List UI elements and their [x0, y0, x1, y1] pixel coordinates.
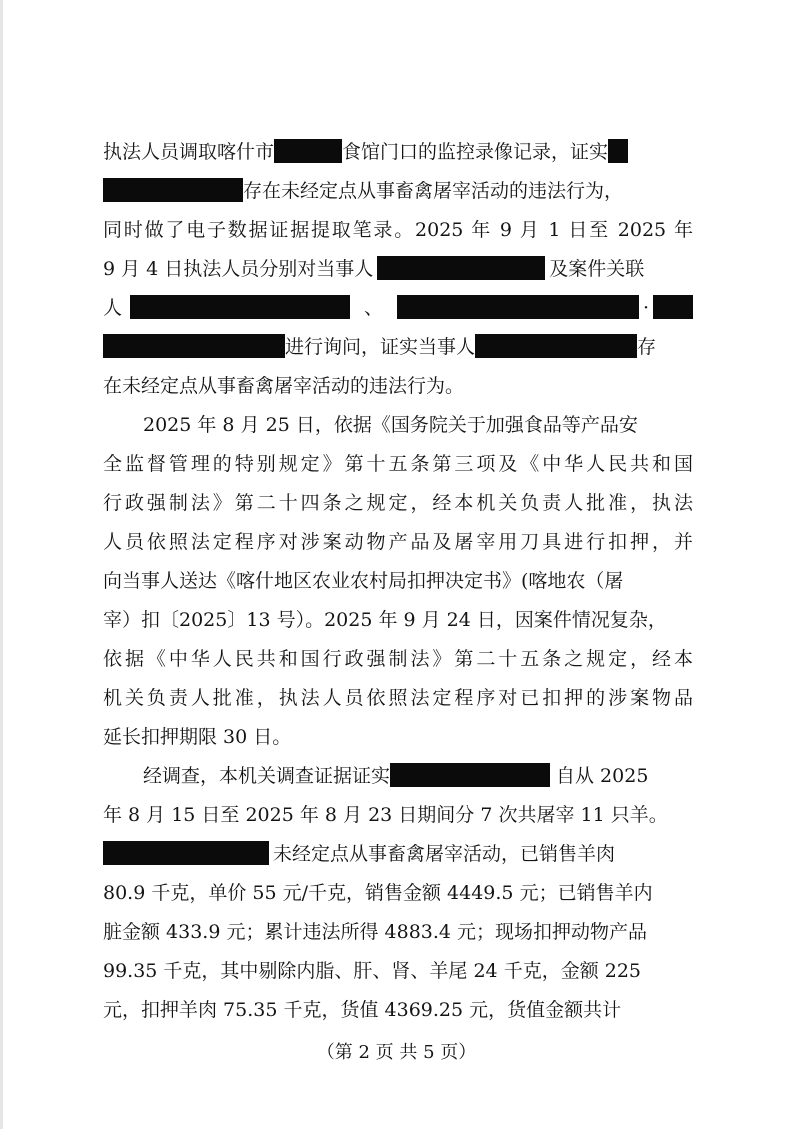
redaction-block	[653, 295, 693, 319]
text-segment: 及案件关联	[549, 258, 645, 280]
body-line	[103, 527, 693, 557]
body-line	[103, 956, 693, 986]
body-line	[103, 293, 693, 323]
text-segment: 、	[364, 297, 384, 319]
body-line	[103, 605, 693, 635]
text-segment: 99.35 千克，其中剔除内脂、肝、肾、羊尾 24 千克，金额 225	[103, 960, 641, 982]
body-line	[103, 371, 693, 401]
text-segment: 机关负责人批准，执法人员依照法定程序对已扣押的涉案物品	[103, 687, 693, 709]
text-segment: 宰）扣〔2025〕13 号）。2025 年 9 月 24 日，因案件情况复杂，	[103, 609, 667, 631]
text-segment: 延长扣押期限 30 日。	[103, 726, 292, 748]
text-segment: 经调查，本机关调查证据证实	[143, 765, 391, 787]
redaction-block	[475, 334, 637, 358]
body-line	[103, 449, 693, 479]
body-line	[103, 644, 693, 674]
text-segment: 在未经定点从事畜禽屠宰活动的违法行为。	[103, 375, 465, 397]
paragraph-first-line	[143, 410, 693, 440]
text-segment: 2025 年 8 月 25 日，依据《国务院关于加强食品等产品安	[143, 414, 638, 436]
text-segment: ·	[643, 297, 650, 319]
body-line	[103, 488, 693, 518]
text-segment: 存	[637, 336, 657, 358]
text-segment: 向当事人送达《喀什地区农业农村局扣押决定书》(喀地农（屠	[103, 570, 624, 592]
text-segment: 存在未经定点从事畜禽屠宰活动的违法行为，	[243, 180, 624, 202]
redaction-block	[130, 295, 350, 319]
redaction-block	[274, 139, 342, 163]
redaction-block	[377, 256, 545, 280]
body-line	[103, 137, 693, 167]
body-line	[103, 878, 693, 908]
body-line	[103, 839, 693, 869]
text-segment: 食馆门口的监控录像记录，证实	[342, 141, 609, 163]
text-segment: 元，扣押羊肉 75.35 千克，货值 4369.25 元，货值金额共计	[103, 999, 622, 1021]
body-line	[103, 254, 693, 284]
redaction-block	[608, 139, 628, 163]
body-line	[103, 722, 693, 752]
paragraph-first-line	[143, 761, 693, 791]
body-line	[103, 176, 693, 206]
text-segment: 脏金额 433.9 元；累计违法所得 4883.4 元；现场扣押动物产品	[103, 921, 648, 943]
text-segment: 自从 2025	[556, 765, 649, 787]
page-number-footer: （第 2 页 共 5 页）	[316, 1042, 477, 1063]
text-segment: 9 月 4 日执法人员分别对当事人	[103, 258, 374, 280]
text-segment: 人	[103, 297, 123, 319]
text-segment: 执法人员调取喀什市	[103, 141, 275, 163]
redaction-block	[103, 334, 285, 358]
body-line	[103, 566, 693, 596]
redaction-block	[103, 178, 243, 202]
redaction-block	[397, 295, 639, 319]
scan-edge-shadow	[0, 0, 3, 1129]
redaction-block	[103, 841, 269, 865]
text-segment: 进行询问，证实当事人	[285, 336, 476, 358]
body-line	[103, 332, 693, 362]
text-segment: 同时做了电子数据证据提取笔录。2025 年 9 月 1 日至 2025 年	[103, 219, 693, 241]
text-segment: 未经定点从事畜禽屠宰活动，已销售羊肉	[273, 843, 616, 865]
text-segment: 依据《中华人民共和国行政强制法》第二十五条之规定，经本	[103, 648, 693, 670]
body-line	[103, 917, 693, 947]
body-line	[103, 800, 693, 830]
text-segment: 年 8 月 15 日至 2025 年 8 月 23 日期间分 7 次共屠宰 11 只羊。	[103, 804, 668, 826]
body-line	[103, 683, 693, 713]
body-line	[103, 215, 693, 245]
text-segment: 人员依照法定程序对涉案动物产品及屠宰用刀具进行扣押，并	[103, 531, 693, 553]
text-segment: 80.9 千克，单价 55 元/千克，销售金额 4449.5 元；已销售羊内	[103, 882, 653, 904]
text-segment: 行政强制法》第二十四条之规定，经本机关负责人批准，执法	[103, 492, 693, 514]
body-line	[103, 995, 693, 1025]
text-segment: 全监督管理的特别规定》第十五条第三项及《中华人民共和国	[103, 453, 693, 475]
redaction-block	[390, 763, 550, 787]
